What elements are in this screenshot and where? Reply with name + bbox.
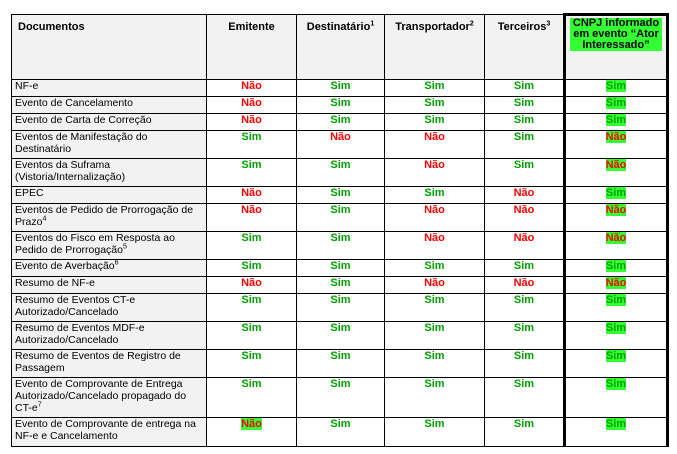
- destinatario-value: Sim: [330, 187, 351, 199]
- emitente-cell: [207, 260, 297, 277]
- terceiros-cell: [485, 260, 565, 277]
- table-row: [12, 378, 668, 418]
- destinatario-cell: [297, 294, 385, 322]
- header-terceiros: [485, 15, 565, 80]
- document-label: Evento de Carta de Correção: [15, 114, 152, 126]
- destinatario-value: Sim: [330, 159, 351, 171]
- document-label: Eventos da Suframa (Vistoria/Internalização): [15, 159, 126, 183]
- transportador-cell: [385, 114, 485, 131]
- transportador-cell: [385, 232, 485, 260]
- cnpj-value: Sim: [605, 260, 627, 272]
- cnpj-cell: [565, 350, 668, 378]
- transportador-cell: [385, 322, 485, 350]
- transportador-cell: [385, 378, 485, 418]
- transportador-cell: [385, 80, 485, 97]
- destinatario-cell: [297, 204, 385, 232]
- header-documentos: Documentos: [12, 15, 207, 80]
- cnpj-cell: [565, 80, 668, 97]
- document-cell: [12, 80, 207, 97]
- transportador-value: Sim: [424, 322, 445, 334]
- transportador-value: Não: [424, 232, 445, 244]
- emitente-value: Sim: [241, 378, 262, 390]
- emitente-cell: [207, 378, 297, 418]
- table-row: [12, 80, 668, 97]
- table-row: [12, 350, 668, 378]
- transportador-cell: [385, 418, 485, 447]
- document-label: Eventos do Fisco em Resposta ao Pedido de Prorrogação: [15, 232, 175, 256]
- destinatario-cell: [297, 80, 385, 97]
- emitente-cell: [207, 131, 297, 159]
- destinatario-value: Sim: [330, 232, 351, 244]
- document-cell: [12, 159, 207, 187]
- cnpj-cell: [565, 260, 668, 277]
- cnpj-value: Sim: [605, 294, 627, 306]
- transportador-cell: [385, 277, 485, 294]
- emitente-value: Sim: [241, 294, 262, 306]
- destinatario-value: Sim: [330, 378, 351, 390]
- cnpj-cell: [565, 187, 668, 204]
- terceiros-cell: [485, 294, 565, 322]
- emitente-value: Não: [241, 80, 262, 92]
- table-row: [12, 204, 668, 232]
- document-label: Evento de Comprovante de Entrega Autorizado/Cancelado propagado do CT-e: [15, 378, 187, 414]
- terceiros-cell: [485, 97, 565, 114]
- destinatario-cell: [297, 187, 385, 204]
- cnpj-cell: [565, 204, 668, 232]
- header-row: [12, 15, 668, 80]
- emitente-cell: [207, 277, 297, 294]
- document-label: Resumo de Eventos de Registro de Passagem: [15, 350, 181, 374]
- emitente-cell: [207, 159, 297, 187]
- document-label: Resumo de NF-e: [15, 277, 95, 289]
- cnpj-value: Não: [605, 159, 627, 171]
- transportador-cell: [385, 260, 485, 277]
- cnpj-value: Não: [605, 277, 627, 289]
- table-body: [12, 80, 668, 447]
- document-cell: [12, 418, 207, 447]
- destinatario-value: Sim: [330, 204, 351, 216]
- table-row: [12, 97, 668, 114]
- cnpj-value: Não: [605, 204, 627, 216]
- header-transportador-label: Transportador: [395, 21, 470, 33]
- terceiros-cell: [485, 277, 565, 294]
- terceiros-value: Sim: [513, 260, 535, 272]
- transportador-value: Não: [424, 204, 445, 216]
- header-destinatario: [297, 15, 385, 80]
- transportador-value: Sim: [424, 114, 445, 126]
- emitente-value: Sim: [241, 260, 262, 272]
- emitente-cell: [207, 350, 297, 378]
- terceiros-value: Sim: [513, 80, 535, 92]
- terceiros-value: Não: [513, 204, 535, 216]
- terceiros-cell: [485, 322, 565, 350]
- document-label: Evento de Cancelamento: [15, 97, 133, 109]
- terceiros-value: Não: [513, 232, 535, 244]
- document-label: Evento de Comprovante de entrega na NF-e e Cancelamento: [15, 418, 196, 442]
- document-footnote: 4: [42, 215, 47, 223]
- emitente-cell: [207, 204, 297, 232]
- destinatario-value: Sim: [330, 418, 351, 430]
- document-cell: [12, 232, 207, 260]
- document-cell: [12, 97, 207, 114]
- cnpj-value: Sim: [605, 187, 627, 199]
- terceiros-value: Sim: [513, 378, 535, 390]
- transportador-value: Sim: [424, 350, 445, 362]
- emitente-value: Não: [241, 187, 262, 199]
- destinatario-cell: [297, 322, 385, 350]
- destinatario-cell: [297, 378, 385, 418]
- cnpj-cell: [565, 277, 668, 294]
- destinatario-value: Sim: [330, 322, 351, 334]
- table-row: [12, 187, 668, 204]
- cnpj-cell: [565, 97, 668, 114]
- document-cell: [12, 294, 207, 322]
- transportador-value: Não: [424, 277, 445, 289]
- document-footnote: 6: [114, 259, 119, 267]
- document-cell: [12, 322, 207, 350]
- document-label: Evento de Averbação: [15, 260, 115, 272]
- emitente-value: Não: [241, 418, 262, 430]
- document-cell: [12, 114, 207, 131]
- document-cell: [12, 378, 207, 418]
- emitente-cell: [207, 97, 297, 114]
- document-label: Eventos de Pedido de Prorrogação de Prazo: [15, 204, 194, 228]
- footnote-3: 3: [546, 20, 551, 28]
- terceiros-cell: [485, 131, 565, 159]
- transportador-value: Sim: [424, 260, 445, 272]
- header-cnpj: [565, 15, 668, 80]
- access-matrix-table: [11, 13, 669, 447]
- destinatario-cell: [297, 277, 385, 294]
- destinatario-cell: [297, 131, 385, 159]
- emitente-value: Sim: [241, 322, 262, 334]
- transportador-value: Sim: [424, 80, 445, 92]
- table-row: [12, 294, 668, 322]
- cnpj-cell: [565, 294, 668, 322]
- header-transportador: [385, 15, 485, 80]
- emitente-cell: [207, 80, 297, 97]
- destinatario-cell: [297, 350, 385, 378]
- cnpj-value: Sim: [605, 322, 627, 334]
- document-label: EPEC: [15, 187, 44, 199]
- emitente-value: Não: [241, 204, 262, 216]
- destinatario-value: Sim: [330, 97, 351, 109]
- destinatario-value: Sim: [330, 350, 351, 362]
- destinatario-value: Sim: [330, 260, 351, 272]
- cnpj-value: Sim: [605, 114, 627, 126]
- emitente-cell: [207, 294, 297, 322]
- emitente-value: Não: [241, 114, 262, 126]
- destinatario-cell: [297, 418, 385, 447]
- terceiros-value: Sim: [513, 418, 535, 430]
- document-cell: [12, 187, 207, 204]
- cnpj-cell: [565, 114, 668, 131]
- table-row: [12, 114, 668, 131]
- cnpj-value: Sim: [605, 418, 627, 430]
- transportador-value: Não: [424, 159, 445, 171]
- terceiros-value: Sim: [513, 322, 535, 334]
- terceiros-cell: [485, 350, 565, 378]
- emitente-value: Não: [241, 277, 262, 289]
- emitente-value: Sim: [241, 159, 262, 171]
- cnpj-value: Não: [605, 131, 627, 143]
- footnote-1: 1: [370, 20, 375, 28]
- destinatario-value: Sim: [330, 80, 351, 92]
- header-terceiros-label: Terceiros: [497, 21, 547, 33]
- table-row: [12, 322, 668, 350]
- cnpj-value: Sim: [605, 350, 627, 362]
- terceiros-value: Sim: [513, 294, 535, 306]
- transportador-cell: [385, 131, 485, 159]
- table-row: [12, 232, 668, 260]
- cnpj-cell: [565, 322, 668, 350]
- transportador-cell: [385, 97, 485, 114]
- destinatario-cell: [297, 97, 385, 114]
- emitente-cell: [207, 187, 297, 204]
- document-cell: [12, 204, 207, 232]
- terceiros-cell: [485, 204, 565, 232]
- terceiros-value: Sim: [513, 131, 535, 143]
- transportador-cell: [385, 294, 485, 322]
- document-cell: [12, 260, 207, 277]
- destinatario-value: Sim: [330, 114, 351, 126]
- document-label: NF-e: [15, 80, 39, 92]
- destinatario-cell: [297, 260, 385, 277]
- document-cell: [12, 131, 207, 159]
- cnpj-value: Sim: [605, 378, 627, 390]
- destinatario-value: Sim: [330, 294, 351, 306]
- terceiros-cell: [485, 418, 565, 447]
- cnpj-value: Sim: [605, 80, 627, 92]
- table-row: [12, 159, 668, 187]
- table-row: [12, 260, 668, 277]
- cnpj-value: Sim: [605, 97, 627, 109]
- transportador-cell: [385, 187, 485, 204]
- destinatario-value: Não: [330, 131, 351, 143]
- cnpj-cell: [565, 378, 668, 418]
- transportador-value: Sim: [424, 187, 445, 199]
- terceiros-value: Sim: [513, 350, 535, 362]
- footnote-2: 2: [469, 20, 474, 28]
- table-row: [12, 418, 668, 447]
- table-row: [12, 277, 668, 294]
- cnpj-cell: [565, 418, 668, 447]
- emitente-cell: [207, 232, 297, 260]
- document-label: Eventos de Manifestação do Destinatário: [15, 131, 148, 155]
- transportador-value: Sim: [424, 418, 445, 430]
- transportador-value: Sim: [424, 378, 445, 390]
- terceiros-cell: [485, 80, 565, 97]
- document-footnote: 7: [37, 401, 42, 409]
- terceiros-value: Não: [513, 277, 535, 289]
- terceiros-value: Não: [513, 187, 535, 199]
- document-cell: [12, 277, 207, 294]
- destinatario-cell: [297, 159, 385, 187]
- destinatario-value: Sim: [330, 277, 351, 289]
- terceiros-value: Sim: [513, 114, 535, 126]
- emitente-cell: [207, 114, 297, 131]
- transportador-cell: [385, 204, 485, 232]
- emitente-value: Sim: [241, 131, 262, 143]
- emitente-cell: [207, 418, 297, 447]
- table-row: [12, 131, 668, 159]
- cnpj-value: Não: [605, 232, 627, 244]
- transportador-value: Sim: [424, 294, 445, 306]
- emitente-value: Sim: [241, 350, 262, 362]
- cnpj-cell: [565, 159, 668, 187]
- terceiros-cell: [485, 187, 565, 204]
- destinatario-cell: [297, 114, 385, 131]
- transportador-value: Não: [424, 131, 445, 143]
- terceiros-cell: [485, 114, 565, 131]
- header-destinatario-label: Destinatário: [306, 21, 371, 33]
- terceiros-cell: [485, 159, 565, 187]
- cnpj-cell: [565, 232, 668, 260]
- document-label: Resumo de Eventos MDF-e Autorizado/Cancelado: [15, 322, 145, 346]
- header-emitente: Emitente: [207, 15, 297, 80]
- emitente-value: Sim: [241, 232, 262, 244]
- transportador-cell: [385, 159, 485, 187]
- terceiros-value: Sim: [513, 159, 535, 171]
- terceiros-cell: [485, 232, 565, 260]
- document-label: Resumo de Eventos CT-e Autorizado/Cancelado: [15, 294, 136, 318]
- emitente-cell: [207, 322, 297, 350]
- terceiros-value: Sim: [513, 97, 535, 109]
- terceiros-cell: [485, 378, 565, 418]
- transportador-cell: [385, 350, 485, 378]
- transportador-value: Sim: [424, 97, 445, 109]
- cnpj-cell: [565, 131, 668, 159]
- header-cnpj-label: CNPJ informado em evento “Ator Interessado”: [570, 18, 662, 51]
- document-cell: [12, 350, 207, 378]
- emitente-value: Não: [241, 97, 262, 109]
- document-footnote: 5: [123, 243, 127, 251]
- destinatario-cell: [297, 232, 385, 260]
